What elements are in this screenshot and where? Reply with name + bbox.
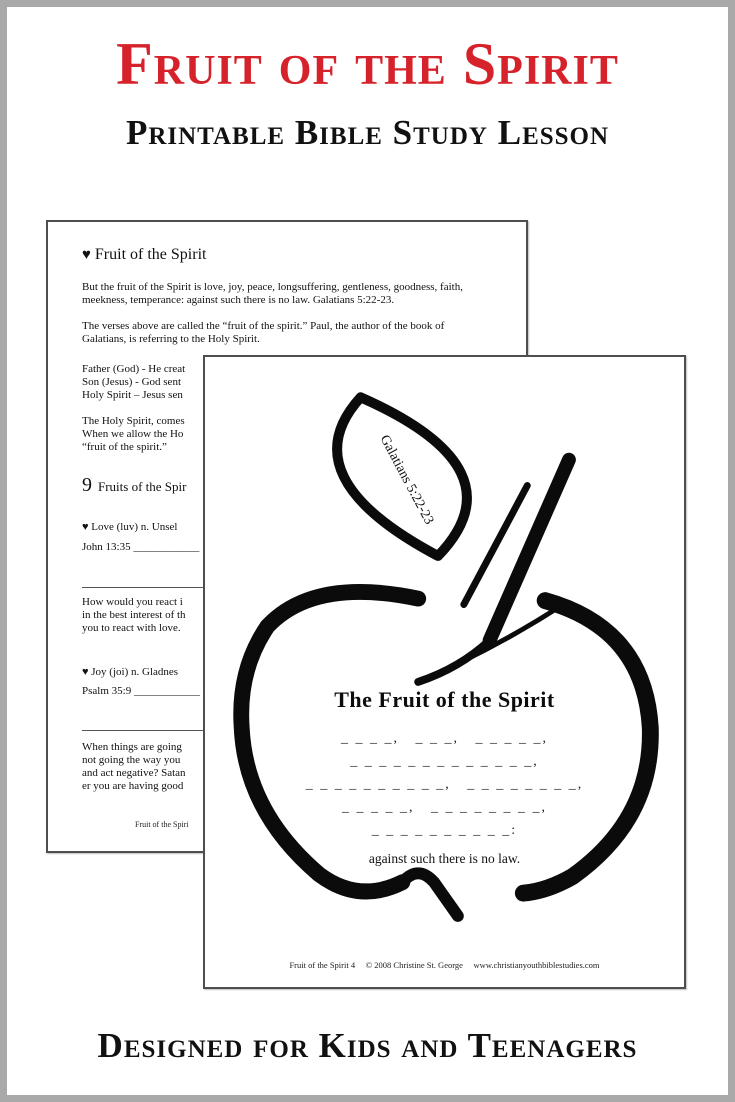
pin-title: Fruit of the Spirit <box>116 31 619 97</box>
spirit-line-1: The Holy Spirit, comes <box>82 415 185 427</box>
leaf-label: Galatians 5:22-23 <box>376 432 437 528</box>
nine-fruits-heading <box>82 474 186 497</box>
spirit-line-2: When we allow the Ho <box>82 428 184 440</box>
nine-heading-text: Fruits of the Spir <box>98 479 187 494</box>
love-verse: John 13:35 ____________ <box>82 541 200 553</box>
worksheet1-heading-text: Fruit of the Spirit <box>94 246 207 263</box>
trinity-line-2: Son (Jesus) - God sent <box>82 376 181 388</box>
heart-icon: ♥ <box>82 247 91 263</box>
joy-verse: Psalm 35:9 ____________ <box>82 685 200 697</box>
blank-line-4: _ _ _ _ _, _ _ _ _ _ _ _ _, <box>342 800 547 815</box>
blank-line-5: _ _ _ _ _ _ _ _ _ _: <box>371 823 518 838</box>
blank-line-1: _ _ _ _, _ _ _, _ _ _ _ _, <box>341 731 548 746</box>
bottom-caption: Designed for Kids and Teenagers <box>97 1026 638 1065</box>
things-line-2: not going the way you <box>82 754 181 766</box>
trinity-line-3: Holy Spirit – Jesus sen <box>82 389 183 401</box>
apple-bottom-bump <box>402 873 458 916</box>
react-line-1: How would you react i <box>82 596 183 608</box>
intro-line-2: meekness, temperance: against such there is no law. Galatians 5:22-23. <box>82 294 395 306</box>
worksheet2-footer: Fruit of the Spirit 4 © 2008 Christine St. George www.christianyouthbiblestudies.com <box>289 960 600 970</box>
things-line-4: er you are having good <box>82 780 184 792</box>
worksheet1-heading <box>82 246 206 264</box>
intro-line-1: But the fruit of the Spirit is love, joy, peace, longsuffering, gentleness, goodness, faith, <box>82 281 463 293</box>
apple-drawing <box>203 355 682 985</box>
verses-line-2: Galatians, is referring to the Holy Spirit. <box>82 333 260 345</box>
fill-in-blanks <box>205 727 684 842</box>
blank-line-3: _ _ _ _ _ _ _ _ _ _, _ _ _ _ _ _ _ _, <box>305 777 584 792</box>
nine-number: 9 <box>82 474 92 496</box>
worksheet-page-2 <box>203 355 686 989</box>
react-line-3: you to react with love. <box>82 622 181 634</box>
worksheet1-footer: Fruit of the Spiri <box>135 820 189 829</box>
love-entry: ♥ Love (luv) n. Unsel <box>82 521 178 533</box>
apple-title: The Fruit of the Spirit <box>334 687 555 712</box>
pin-subtitle: Printable Bible Study Lesson <box>125 113 610 152</box>
things-line-1: When things are going <box>82 741 182 753</box>
trinity-line-1: Father (God) - He creat <box>82 363 186 375</box>
joy-entry: ♥ Joy (joi) n. Gladnes <box>82 666 179 678</box>
blank-line-2: _ _ _ _ _ _ _ _ _ _ _ _ _, <box>350 754 539 769</box>
things-line-3: and act negative? Satan <box>82 767 186 779</box>
react-line-2: in the best interest of th <box>82 609 186 621</box>
verses-line-1: The verses above are called the “fruit of the spirit.” Paul, the author of the book of <box>82 320 445 332</box>
spirit-line-3: “fruit of the spirit.” <box>82 441 167 453</box>
closing-line: against such there is no law. <box>368 851 521 866</box>
